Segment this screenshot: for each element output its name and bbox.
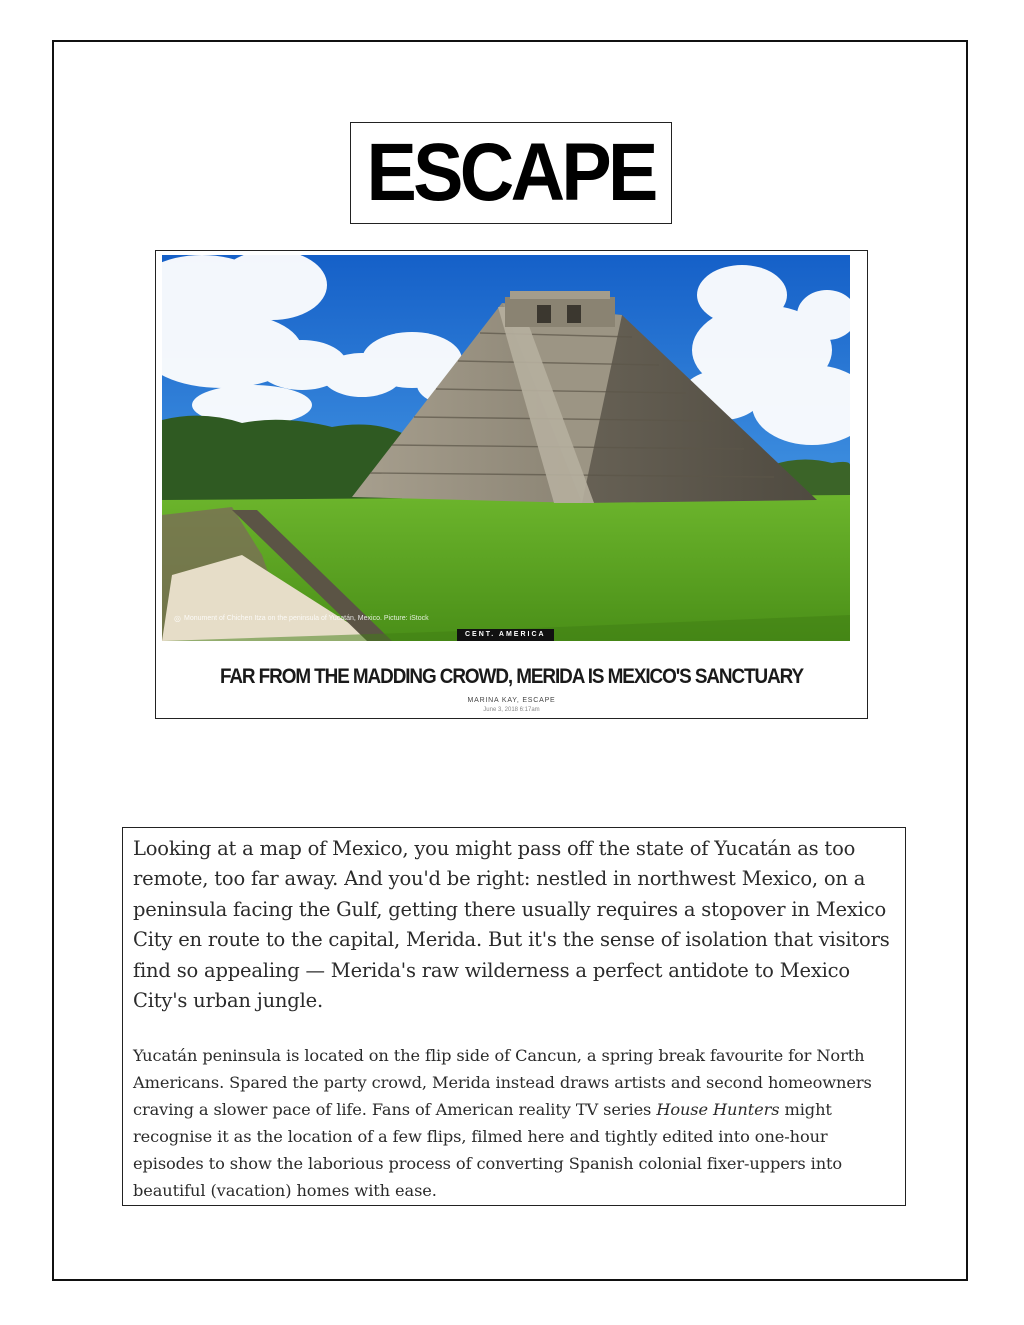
caption-text: Monument of Chichen Itza on the peninsula of Yucatán, Mexico. Picture: iStock — [183, 615, 429, 622]
camera-icon: ◎ — [174, 614, 181, 623]
paragraph-text-2: might recognise it as the location of a few flips, filmed here and tightly edited into one-hour episodes to show the laborious process of converting Spanish colonial fixer-uppers into beautiful (vacation) homes with ease. — [133, 1100, 843, 1201]
pyramid-illustration — [162, 255, 850, 641]
image-caption — [174, 614, 429, 623]
article-headline[interactable]: FAR FROM THE MADDING CROWD, MERIDA IS MEXICO'S SANCTUARY — [219, 665, 804, 688]
section-tag[interactable]: CENT. AMERICA — [457, 629, 554, 641]
hero-image — [162, 255, 850, 641]
paragraph-text-1: Yucatán peninsula is located on the flip side of Cancun, a spring break favourite for North Americans. Spared the party crowd, Merida instead draws artists and second homeowners craving a slower pace of life. Fans of American reality TV series — [133, 1046, 872, 1120]
masthead-title: ESCAPE — [366, 127, 656, 218]
article-card[interactable] — [155, 250, 868, 719]
show-title: House Hunters — [656, 1100, 780, 1120]
publish-date: June 3, 2018 6:17am — [483, 707, 540, 713]
byline: MARINA KAY, ESCAPE — [467, 697, 556, 704]
masthead — [350, 122, 672, 224]
body-paragraph — [133, 1042, 899, 1204]
lead-paragraph: Looking at a map of Mexico, you might pass off the state of Yucatán as too remote, too far away. And you'd be right: nestled in northwest Mexico, on a peninsula facing the Gulf, getting there usually requires a stopover in Mexico City en route to the capital, Merida. But it's the sense of isolation that visitors find so appealing — Merida's raw wilderness a perfect antidote to Mexico City's urban jungle. — [133, 837, 890, 1013]
article-body — [122, 827, 906, 1206]
